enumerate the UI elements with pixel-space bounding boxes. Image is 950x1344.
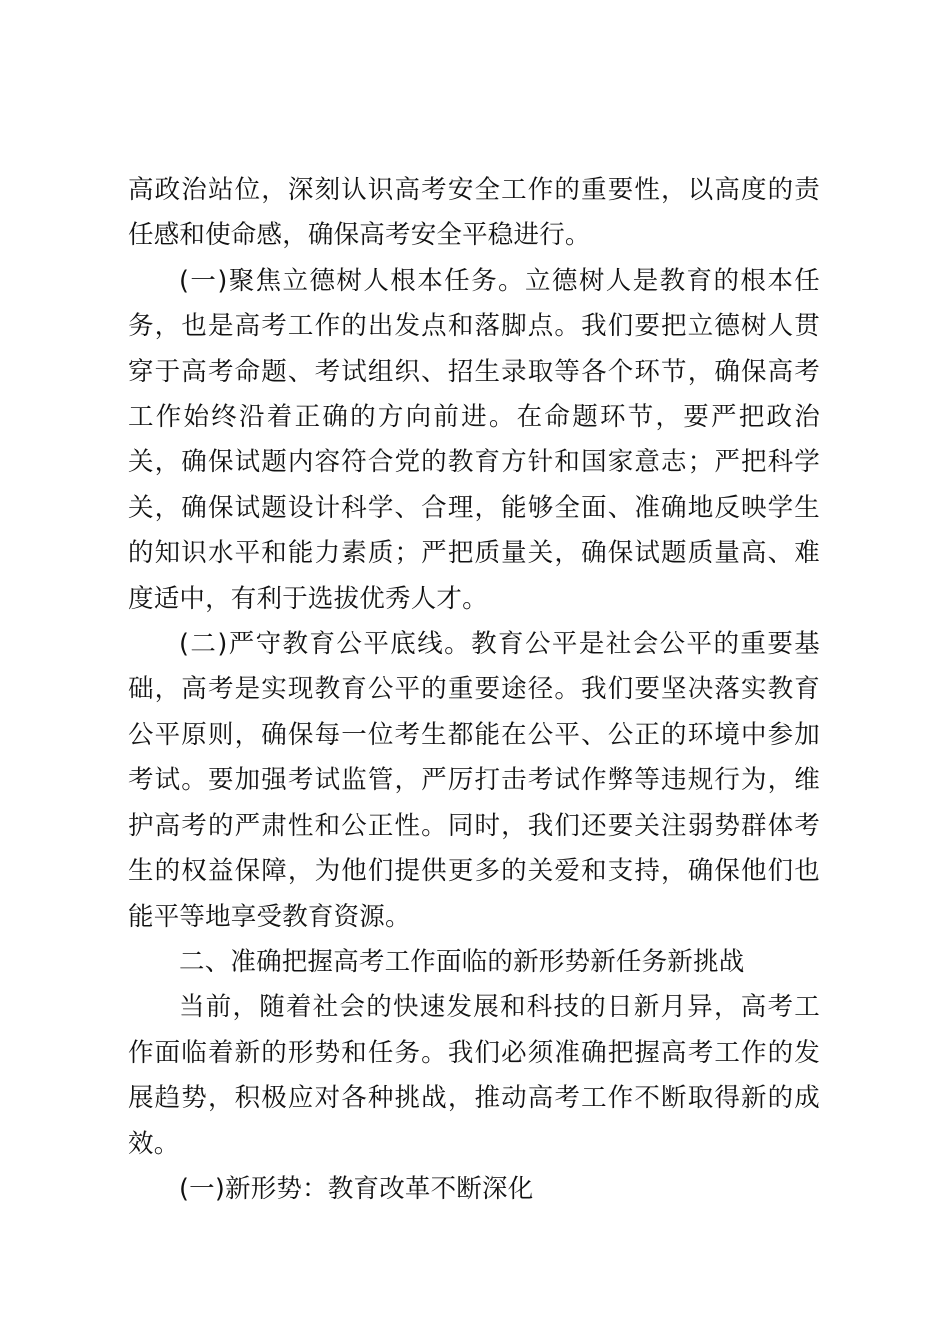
document-body <box>128 168 820 1212</box>
subsection-heading-2-1: (一)新形势：教育改革不断深化 <box>179 1173 534 1204</box>
paragraph-section-1-2: (二)严守教育公平底线。教育公平是社会公平的重要基础，高考是实现教育公平的重要途径。我们要坚决落实教育公平原则，确保每一位考生都能在公平、公正的环境中参加考试。要加强考试监管，严厉打击考试作弊等违规行为，维护高考的严肃性和公正性。同时，我们还要关注弱势群体考生的权益保障，为他们提供更多的关爱和支持，确保他们也能平等地享受教育资源。 <box>128 629 820 932</box>
paragraph-section-2-intro: 当前，随着社会的快速发展和科技的日新月异，高考工作面临着新的形势和任务。我们必须准确把握高考工作的发展趋势，积极应对各种挑战，推动高考工作不断取得新的成效。 <box>128 992 820 1159</box>
section-heading-2: 二、准确把握高考工作面临的新形势新任务新挑战 <box>179 946 745 977</box>
paragraph-continuation: 高政治站位，深刻认识高考安全工作的重要性，以高度的责任感和使命感，确保高考安全平稳进行。 <box>128 175 820 251</box>
paragraph-section-1-1: (一)聚焦立德树人根本任务。立德树人是教育的根本任务，也是高考工作的出发点和落脚点。我们要把立德树人贯穿于高考命题、考试组织、招生录取等各个环节，确保高考工作始终沿着正确的方向前进。在命题环节，要严把政治关，确保试题内容符合党的教育方针和国家意志；严把科学关，确保试题设计科学、合理，能够全面、准确地反映学生的知识水平和能力素质；严把质量关，确保试题质量高、难度适中，有利于选拔优秀人才。 <box>128 265 820 614</box>
